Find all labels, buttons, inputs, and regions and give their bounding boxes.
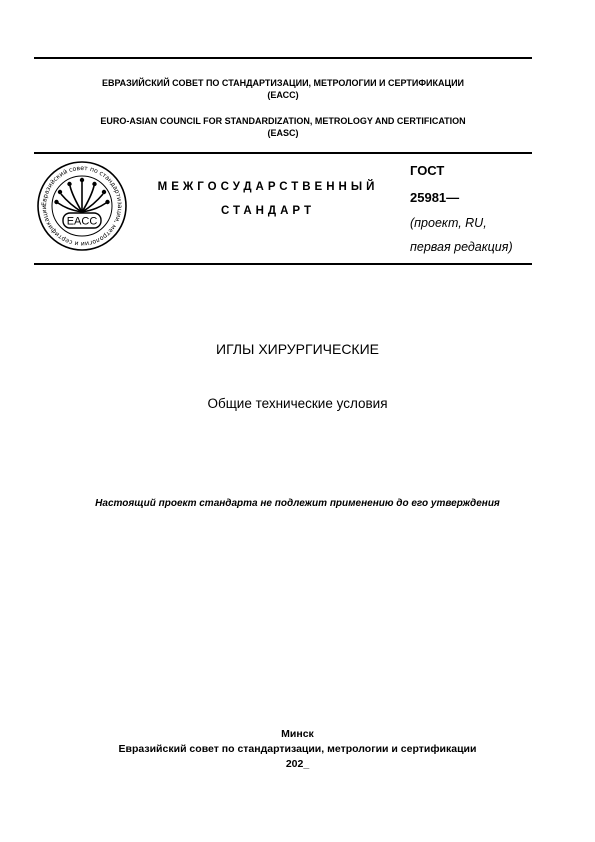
footer-year: 202_	[285, 758, 310, 770]
eacc-emblem-icon	[36, 160, 128, 252]
emblem-ring-text: Евразийский совет по стандартизации, метрологии и сертификации	[40, 164, 124, 248]
document-subtitle: Общие технические условия	[207, 396, 388, 411]
footer-publisher: Евразийский совет по стандартизации, метрологии и сертификации	[118, 743, 477, 755]
council-name-en	[34, 115, 532, 139]
project-status-line1: (проект, RU,	[410, 216, 487, 230]
gost-number: 25981—	[410, 190, 460, 205]
top-rule	[34, 57, 532, 59]
header-divider	[34, 152, 532, 154]
footer-city: Минск	[281, 728, 314, 740]
gost-label: ГОСТ	[410, 163, 445, 178]
council-name-ru-line1: ЕВРАЗИЙСКИЙ СОВЕТ ПО СТАНДАРТИЗАЦИИ, МЕТРОЛОГИИ И СЕРТИФИКАЦИИ	[101, 78, 465, 88]
header-bottom-rule	[34, 263, 532, 265]
council-abbr-en: (EASC)	[267, 128, 299, 138]
document-title: ИГЛЫ ХИРУРГИЧЕСКИЕ	[216, 341, 379, 357]
eacc-emblem	[36, 160, 128, 252]
interstate-label: МЕЖГОСУДАРСТВЕННЫЙ	[157, 181, 379, 193]
council-name-en-line1: EURO-ASIAN COUNCIL FOR STANDARDIZATION, METROLOGY AND CERTIFICATION	[100, 116, 466, 126]
project-status-line2: первая редакция)	[410, 240, 513, 254]
standard-label: СТАНДАРТ	[221, 205, 315, 217]
draft-notice: Настоящий проект стандарта не подлежит применению до его утверждения	[95, 498, 500, 509]
council-abbr-ru: (ЕАСС)	[267, 90, 299, 100]
emblem-center-text: EACC	[66, 215, 98, 228]
footer	[0, 727, 595, 772]
council-name-ru	[34, 77, 532, 101]
